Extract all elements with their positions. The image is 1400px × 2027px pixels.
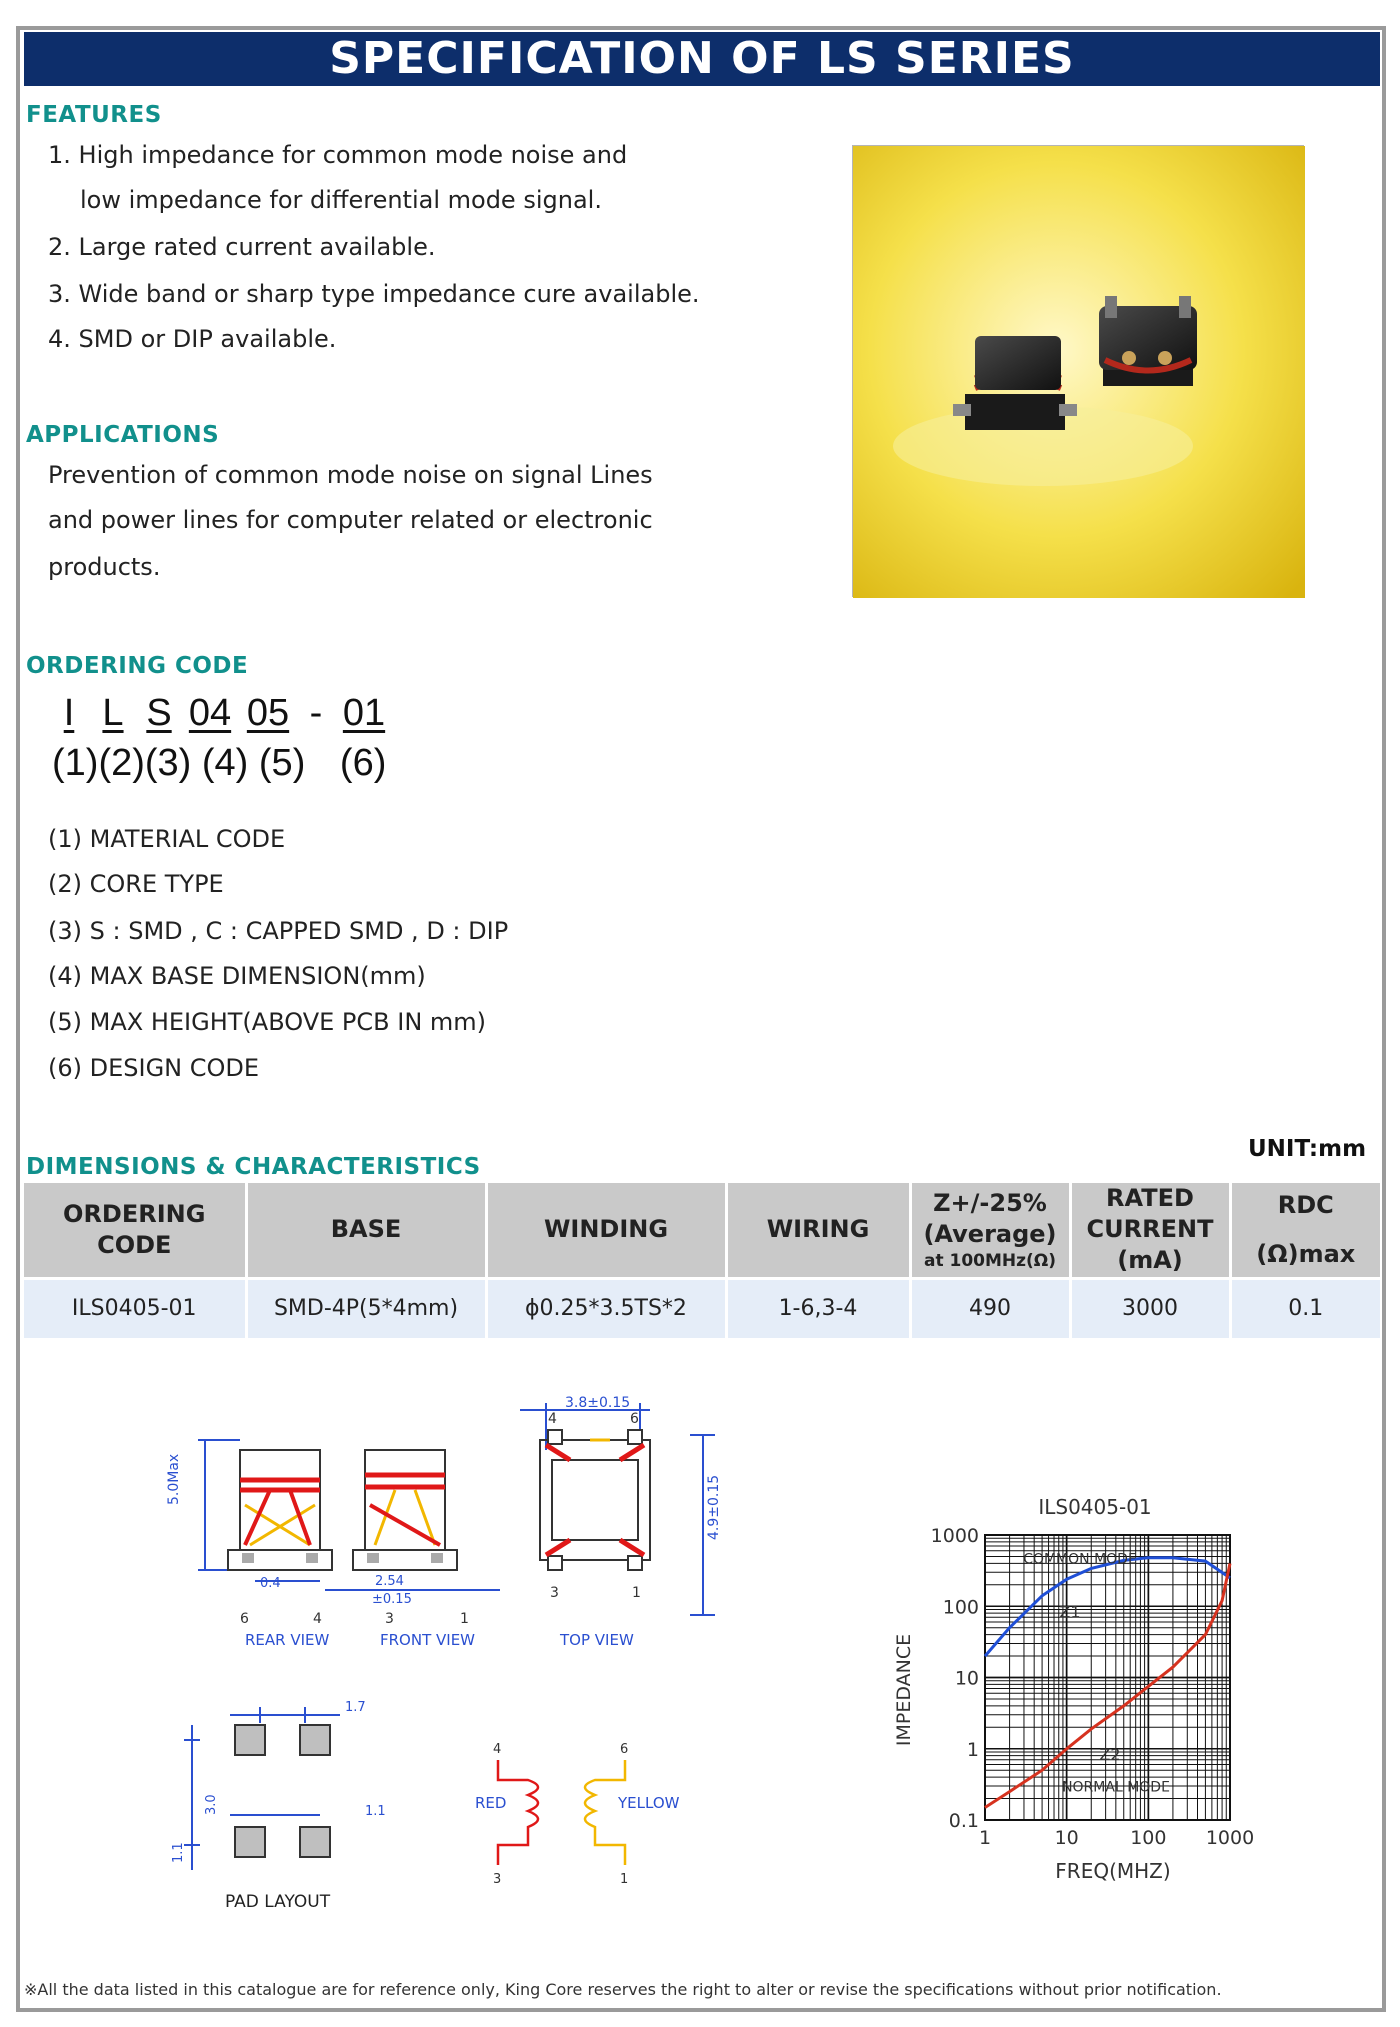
front-pin-3: 3: [385, 1611, 394, 1627]
code-part-dash: -: [309, 692, 323, 734]
rear-pin-6: 6: [240, 1611, 249, 1627]
cell-current: 3000: [1070, 1278, 1230, 1338]
col-impedance-l3: at 100MHz(Ω): [923, 1250, 1057, 1271]
top-view-label: TOP VIEW: [560, 1631, 634, 1649]
col-rated-l1: RATED: [1106, 1184, 1194, 1212]
code-number-5: (5): [258, 742, 306, 784]
ordering-item-1: (1) MATERIAL CODE: [48, 825, 286, 853]
application-line-2: and power lines for computer related or electronic: [48, 506, 653, 534]
chart-xlabel: FREQ(MHZ): [1055, 1859, 1171, 1883]
feature-line-2: low impedance for differential mode signal.: [80, 186, 602, 214]
applications-heading: APPLICATIONS: [26, 422, 220, 448]
ordering-item-5: (5) MAX HEIGHT(ABOVE PCB IN mm): [48, 1008, 487, 1036]
top-pin-4: 4: [548, 1411, 557, 1427]
ordering-item-3: (3) S : SMD , C : CAPPED SMD , D : DIP: [48, 917, 509, 945]
col-rated-current: [1070, 1183, 1230, 1278]
table-row: [24, 1278, 1380, 1338]
footnote: ※All the data listed in this catalogue are for reference only, King Core reserves the right to alter or revise the specifications without prior notification.: [24, 1980, 1222, 1999]
top-pin-3: 3: [550, 1585, 559, 1601]
feature-line-5: 4. SMD or DIP available.: [48, 325, 337, 353]
chart-ylabel: IMPEDANCE: [893, 1633, 915, 1747]
red-wire-label: RED: [475, 1794, 507, 1812]
col-rated-l3: (mA): [1117, 1246, 1183, 1275]
cell-code: ILS0405-01: [24, 1278, 246, 1338]
col-rdc-l2: (Ω)max: [1256, 1239, 1356, 1268]
ordering-code-parts: [52, 692, 386, 735]
cell-wiring: 1-6,3-4: [726, 1278, 910, 1338]
top-view-part: [540, 1430, 650, 1570]
x-tick-label: 10: [1054, 1827, 1079, 1849]
chart-title: ILS0405-01: [1038, 1495, 1152, 1519]
top-pin-6: 6: [630, 1411, 639, 1427]
code-part-6: 01: [342, 692, 386, 734]
rear-pin-4: 4: [313, 1611, 322, 1627]
y-tick-label: 100: [942, 1596, 979, 1619]
cell-rdc: 0.1: [1230, 1278, 1380, 1338]
x-tick-label: 1: [978, 1827, 992, 1849]
dim-0-4: 0.4: [260, 1576, 281, 1591]
col-impedance-l1: Z+/-25%: [933, 1188, 1047, 1217]
x-tick-label: 100: [1130, 1827, 1167, 1849]
col-rdc-l1: RDC: [1277, 1190, 1334, 1219]
feature-line-1: 1. High impedance for common mode noise and: [48, 141, 628, 169]
dim-1-7: 1.7: [345, 1700, 366, 1715]
code-part-1: I: [63, 692, 75, 734]
schem-pin-3: 3: [493, 1872, 502, 1887]
feature-line-3: 2. Large rated current available.: [48, 233, 436, 261]
dim-3-0: 3.0: [204, 1794, 219, 1815]
schem-pin-6: 6: [620, 1742, 629, 1757]
dim-1-1: 1.1: [365, 1804, 386, 1819]
wiring-schematic: [498, 1760, 625, 1865]
col-ordering-code: ORDERING CODE: [24, 1183, 246, 1278]
page-title: SPECIFICATION OF LS SERIES: [24, 32, 1380, 86]
dim-5-0-max: 5.0Max: [166, 1453, 182, 1505]
top-pin-1: 1: [632, 1585, 641, 1601]
ordering-heading: ORDERING CODE: [26, 653, 249, 679]
code-part-3: S: [146, 692, 172, 734]
chart-annotation: Z1: [1059, 1602, 1081, 1622]
y-tick-label: 0.1: [948, 1810, 979, 1832]
ordering-item-6: (6) DESIGN CODE: [48, 1054, 260, 1082]
front-view-part: [353, 1450, 457, 1570]
front-pin-1: 1: [460, 1611, 469, 1627]
pad-layout-pads: [235, 1725, 330, 1857]
cell-winding: ϕ0.25*3.5TS*2: [486, 1278, 726, 1338]
cell-base: SMD-4P(5*4mm): [246, 1278, 486, 1338]
col-rated-l2: CURRENT: [1086, 1215, 1214, 1244]
chart-annotation: COMMON MODE: [1023, 1551, 1137, 1568]
y-tick-label: 1000: [930, 1525, 979, 1547]
code-number-4: (4): [201, 742, 249, 784]
schem-pin-4: 4: [493, 1742, 502, 1757]
code-part-4: 04: [188, 692, 232, 734]
code-number-6: (6): [339, 742, 387, 784]
application-line-3: products.: [48, 553, 161, 581]
code-part-5: 05: [246, 692, 290, 734]
col-base: BASE: [246, 1183, 486, 1278]
features-heading: FEATURES: [26, 102, 162, 128]
spec-table: [24, 1183, 1380, 1338]
ordering-item-4: (4) MAX BASE DIMENSION(mm): [48, 962, 426, 990]
product-photo-image: [853, 146, 1305, 598]
code-part-2: L: [102, 692, 124, 734]
application-line-1: Prevention of common mode noise on signal Lines: [48, 461, 653, 489]
dimensions-heading: DIMENSIONS & CHARACTERISTICS: [26, 1154, 481, 1180]
y-tick-label: 10: [954, 1667, 979, 1690]
spec-table-header-row: [24, 1183, 1380, 1278]
ordering-code-numbers: [52, 742, 386, 785]
dim-1-1-vertical: 1.1: [171, 1842, 186, 1863]
y-tick-label: 1: [966, 1738, 979, 1761]
rear-view-label: REAR VIEW: [245, 1631, 330, 1649]
chart-grid: [985, 1535, 1230, 1820]
chart-annotation: Z2: [1099, 1744, 1121, 1764]
series-line-z2: [985, 1563, 1230, 1807]
code-number-123: (1)(2)(3): [52, 742, 192, 784]
dim-4-9: 4.9±0.15: [706, 1474, 722, 1540]
col-wiring: WIRING: [726, 1183, 910, 1278]
rear-view-part: [228, 1450, 332, 1570]
impedance-chart: [880, 1490, 1260, 1890]
feature-line-4: 3. Wide band or sharp type impedance cure available.: [48, 280, 700, 308]
dim-tol-0-15: ±0.15: [372, 1592, 412, 1607]
pad-layout-label: PAD LAYOUT: [225, 1892, 331, 1912]
ordering-item-2: (2) CORE TYPE: [48, 870, 224, 898]
chart-annotation: NORMAL MODE: [1062, 1779, 1170, 1796]
dim-3-8: 3.8±0.15: [565, 1395, 631, 1411]
col-rdc: [1230, 1183, 1380, 1278]
unit-label: UNIT:mm: [1248, 1136, 1367, 1162]
front-view-label: FRONT VIEW: [380, 1631, 476, 1649]
schem-pin-1: 1: [620, 1872, 629, 1887]
product-photo: [852, 145, 1304, 597]
cell-impedance: 490: [910, 1278, 1070, 1338]
dim-2-54: 2.54: [375, 1574, 404, 1589]
col-winding: WINDING: [486, 1183, 726, 1278]
col-impedance-l2: (Average): [923, 1219, 1057, 1248]
yellow-wire-label: YELLOW: [618, 1794, 680, 1812]
x-tick-label: 1000: [1205, 1827, 1255, 1849]
mechanical-drawing: [166, 1395, 722, 1935]
col-impedance: [910, 1183, 1070, 1278]
